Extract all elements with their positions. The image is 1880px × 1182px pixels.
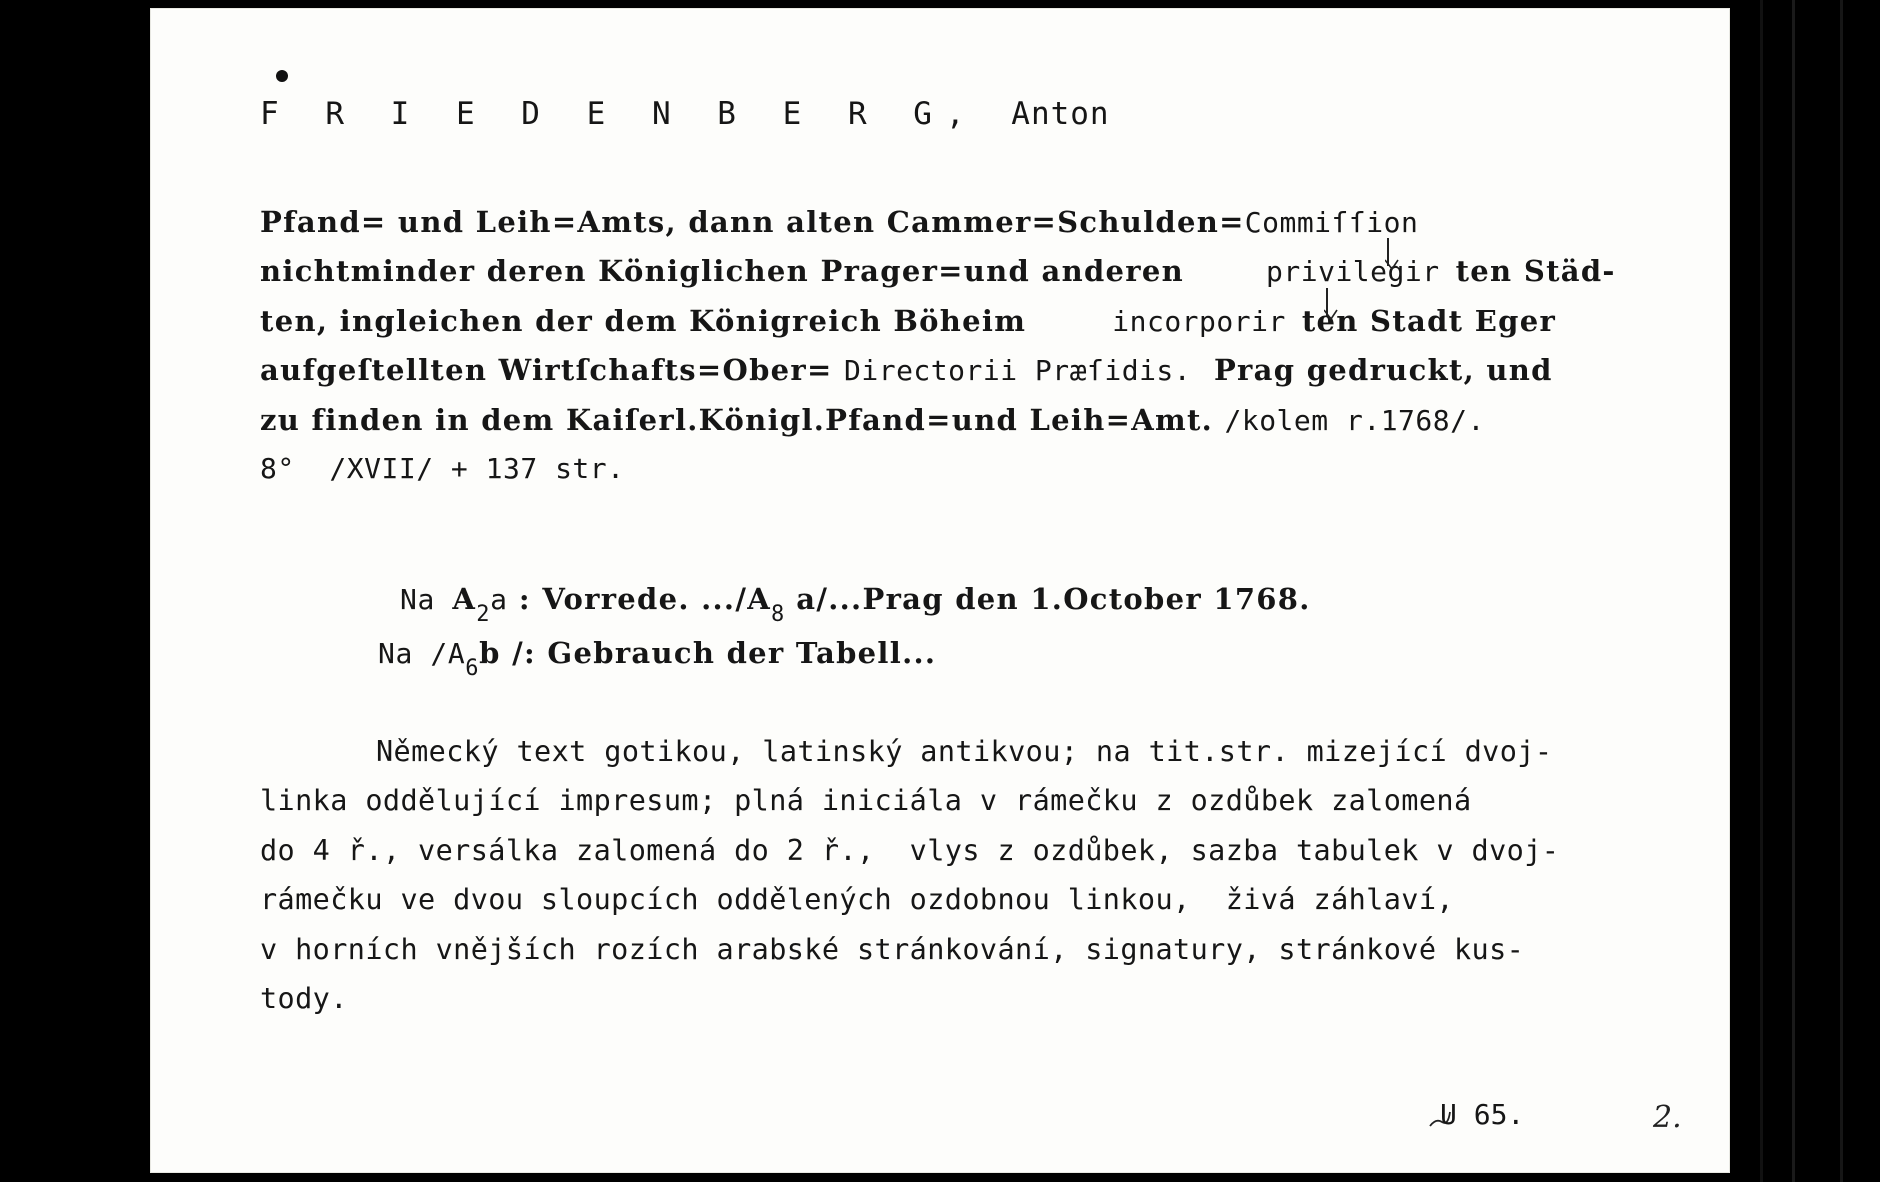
imprint-line-3-frak-b: ten Stadt Eger xyxy=(1301,304,1557,338)
film-edge-strip xyxy=(1730,0,1880,1182)
note-1-sig-letter: A xyxy=(452,582,477,616)
film-edge-line xyxy=(1840,0,1843,1182)
imprint-line-3-mono: incorporir xyxy=(1112,305,1286,338)
note-2-sig-sub: 6 xyxy=(465,656,480,681)
imprint-line-2 xyxy=(260,254,1616,288)
description-line-4: rámečku ve dvou sloupcích oddělených ozdobnou linkou, živá záhlaví, xyxy=(260,883,1454,916)
imprint-line-2-frak-a: nichtminder deren Königlichen Prager=und anderen xyxy=(260,254,1185,288)
imprint-line-4-frak: aufgeſtellten Wirtſchafts=Ober= xyxy=(260,353,833,387)
imprint-line-2-frak-b: ten Städ- xyxy=(1455,254,1616,288)
imprint-line-5-frak: zu finden in dem Kaiſerl.Königl.Pfand=und Leih=Amt. xyxy=(260,403,1214,437)
insertion-arrow-icon xyxy=(1385,238,1399,270)
collation-line: 8° /XVII/ + 137 str. xyxy=(260,452,625,485)
imprint-line-1-mono: Commiſſion xyxy=(1244,206,1419,239)
catalog-card xyxy=(150,8,1730,1173)
imprint-line-2-mono: privilegir xyxy=(1266,255,1440,288)
punch-dot xyxy=(276,70,288,82)
heading-surname: F R I E D E N B E R G, xyxy=(260,96,979,132)
insertion-arrow-icon xyxy=(1324,288,1338,320)
shelfmark: U 65. xyxy=(1440,1098,1525,1131)
imprint-line-5 xyxy=(260,403,1485,437)
note-1-na: Na xyxy=(400,583,435,616)
description-line-2: linka oddělující impresum; plná iniciála v rámečku z ozdůbek zalomená xyxy=(260,784,1472,817)
imprint-line-3-frak-a: ten, ingleichen der dem Königreich Böheim xyxy=(260,304,1027,338)
note-2-na: Na /A xyxy=(378,637,466,670)
description-line-1: Německý text gotikou, latinský antikvou; na tit.str. mizející dvoj- xyxy=(376,735,1553,768)
note-1-text: : Vorrede. .../A xyxy=(507,582,772,616)
heading-given-name: Anton xyxy=(1011,96,1110,132)
imprint-line-5-mono: /kolem r.1768/. xyxy=(1224,404,1485,437)
film-edge-line xyxy=(1792,0,1795,1182)
signature-note-1 xyxy=(400,582,1311,627)
description-line-5: v horních vnějších rozích arabské stránkování, signatury, stránkové kus- xyxy=(260,933,1525,966)
imprint-line-1 xyxy=(260,205,1418,239)
note-1-sig-sub-2: 8 xyxy=(771,602,785,627)
note-1-sig-side: a xyxy=(490,583,508,616)
description-line-6: tody. xyxy=(260,982,348,1015)
imprint-line-4 xyxy=(260,353,1553,387)
imprint-line-1-frak: Pfand= und Leih=Amts, dann alten Cammer=Schulden= xyxy=(260,205,1245,239)
note-1-text-2: a/...Prag den 1.October 1768. xyxy=(784,582,1311,616)
imprint-line-4-mono: Directorii Præſidis. xyxy=(844,354,1192,387)
film-edge-line xyxy=(1760,0,1763,1182)
note-1-sig-sub: 2 xyxy=(476,602,491,627)
imprint-line-4-frak-b: Prag gedruckt, und xyxy=(1213,353,1553,387)
signature-note-2 xyxy=(378,636,937,681)
handwritten-mark: 2. xyxy=(1653,1100,1682,1135)
description-line-3: do 4 ř., versálka zalomená do 2 ř., vlys z ozdůbek, sazba tabulek v dvoj- xyxy=(260,834,1560,867)
imprint-line-3 xyxy=(260,304,1556,338)
note-2-text: b /: Gebrauch der Tabell... xyxy=(479,636,937,670)
card-heading xyxy=(260,96,1110,132)
